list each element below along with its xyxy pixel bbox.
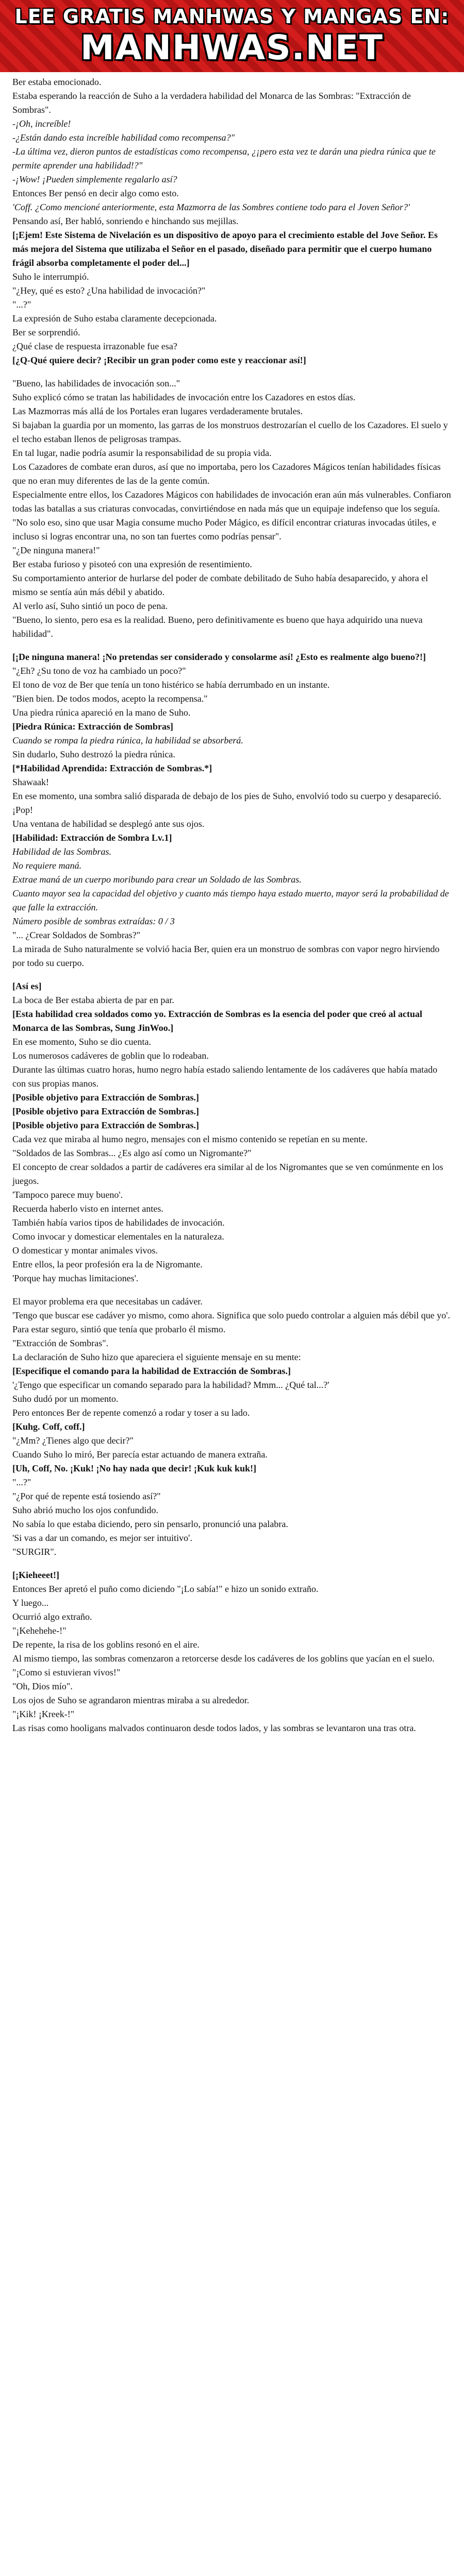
paragraph: Cada vez que miraba al humo negro, mensajes con el mismo contenido se repetían en su mente. <box>12 1134 368 1144</box>
paragraph: Cuanto mayor sea la capacidad del objetivo y cuanto más tiempo haya estado muerto, mayor será la probabilidad de que falle la extracción. <box>12 888 449 912</box>
paragraph: Suho dudó por un momento. <box>12 1394 119 1404</box>
paragraph: "¡Kehehehe-!" <box>12 1625 67 1636</box>
site-banner <box>0 0 464 72</box>
paragraph: "¿Hey, qué es esto? ¿Una habilidad de invocación?" <box>12 285 206 296</box>
paragraph: ¿Qué clase de respuesta irrazonable fue esa? <box>12 341 177 351</box>
paragraph: Ber estaba emocionado. <box>12 77 102 87</box>
paragraph: "Soldados de las Sombras... ¿Es algo así como un Nigromante?" <box>12 1148 252 1158</box>
banner-tagline: LEE GRATIS MANHWAS Y MANGAS EN: <box>14 5 450 28</box>
paragraph: [¡De ninguna manera! ¡No pretendas ser considerado y consolarme así! ¿Esto es realmente algo bueno?!] <box>12 652 426 662</box>
paragraph: Al mismo tiempo, las sombras comenzaron a retorcerse desde los cadáveres de los goblins que yacían en el suelo. <box>12 1653 435 1664</box>
paragraph: ¡Pop! <box>12 805 33 815</box>
paragraph: [¡Kieheeet!] <box>12 1570 59 1580</box>
paragraph: [Esta habilidad crea soldados como yo. Extracción de Sombras es la esencia del poder que creó al actual Monarca de las Sombras, Sung JinWoo.] <box>12 1009 422 1033</box>
paragraph: Shawaak! <box>12 777 49 787</box>
paragraph: "¡Como si estuvieran vivos!" <box>12 1667 121 1677</box>
paragraph: Los numerosos cadáveres de goblin que lo rodeaban. <box>12 1050 209 1061</box>
paragraph: [Posible objetivo para Extracción de Sombras.] <box>12 1106 199 1116</box>
chapter-text <box>0 72 464 1735</box>
text-section <box>12 75 452 367</box>
paragraph: "¿De ninguna manera!" <box>12 545 100 555</box>
paragraph: "... ¿Crear Soldados de Sombras?" <box>12 930 141 940</box>
paragraph: Ocurrió algo extraño. <box>12 1612 92 1622</box>
banner-site-name: MANHWAS.NET <box>80 28 384 67</box>
paragraph: La expresión de Suho estaba claramente decepcionada. <box>12 313 217 324</box>
paragraph: La declaración de Suho hizo que apareciera el siguiente mensaje en su mente: <box>12 1352 301 1362</box>
paragraph: "Oh, Dios mío". <box>12 1681 73 1691</box>
paragraph: [*Habilidad Aprendida: Extracción de Sombras.*] <box>12 763 212 773</box>
text-section <box>12 979 452 1285</box>
paragraph: "Extracción de Sombras". <box>12 1338 109 1348</box>
paragraph: "Bueno, lo siento, pero esa es la realidad. Bueno, pero definitivamente es bueno que haya adquirido una nueva habilidad". <box>12 615 423 639</box>
paragraph: "...?" <box>12 299 31 310</box>
paragraph: "No solo eso, sino que usar Magia consume mucho Poder Mágico, es difícil encontrar criaturas invocadas útiles, e incluso si logras encontrar una, no son tan fuertes como podrías pensar". <box>12 517 437 541</box>
paragraph: Suho explicó cómo se tratan las habilidades de invocación entre los Cazadores en estos días. <box>12 392 356 402</box>
paragraph: Una ventana de habilidad se desplegó ante sus ojos. <box>12 819 205 829</box>
paragraph: Habilidad de las Sombras. <box>12 846 112 857</box>
paragraph: Cuando Suho lo miró, Ber parecía estar actuando de manera extraña. <box>12 1449 268 1460</box>
paragraph: Pero entonces Ber de repente comenzó a rodar y toser a su lado. <box>12 1408 250 1418</box>
paragraph: -¡Wow! ¡Pueden simplemente regalarlo así? <box>12 174 177 184</box>
paragraph: Una piedra rúnica apareció en la mano de Suho. <box>12 707 191 718</box>
paragraph: Suho abrió mucho los ojos confundido. <box>12 1505 158 1515</box>
paragraph: [Piedra Rúnica: Extracción de Sombras] <box>12 721 173 732</box>
paragraph: 'Tampoco parece muy bueno'. <box>12 1190 123 1200</box>
paragraph: Las Mazmorras más allá de los Portales eran lugares verdaderamente brutales. <box>12 406 303 416</box>
paragraph: -¡Oh, increíble! <box>12 118 71 129</box>
paragraph: Ber estaba furioso y pisoteó con una expresión de resentimiento. <box>12 559 252 569</box>
paragraph: 'Si vas a dar un comando, es mejor ser intuitivo'. <box>12 1533 192 1543</box>
paragraph: Recuerda haberlo visto en internet antes. <box>12 1204 163 1214</box>
paragraph: La mirada de Suho naturalmente se volvió hacia Ber, quien era un monstruo de sombras con vapor negro hirviendo por todo su cuerpo. <box>12 944 440 968</box>
paragraph: [Habilidad: Extracción de Sombra Lv.1] <box>12 833 172 843</box>
paragraph: Como invocar y domesticar elementales en la naturaleza. <box>12 1231 224 1242</box>
paragraph: Cuando se rompa la piedra rúnica, la habilidad se absorberá. <box>12 735 243 745</box>
text-section <box>12 650 452 970</box>
paragraph: [Posible objetivo para Extracción de Sombras.] <box>12 1092 199 1103</box>
paragraph: O domesticar y montar animales vivos. <box>12 1245 158 1256</box>
paragraph: -¿Están dando esta increíble habilidad como recompensa?" <box>12 132 235 143</box>
paragraph: Suho le interrumpió. <box>12 272 89 282</box>
paragraph: "SURGIR". <box>12 1547 57 1557</box>
paragraph: La boca de Ber estaba abierta de par en par. <box>12 995 174 1005</box>
paragraph: "¿Eh? ¿Su tono de voz ha cambiado un poco?" <box>12 666 186 676</box>
paragraph: Ber se sorprendió. <box>12 327 80 337</box>
paragraph: [Especifique el comando para la habilidad de Extracción de Sombras.] <box>12 1366 291 1376</box>
paragraph: Número posible de sombras extraídas: 0 / 3 <box>12 916 175 926</box>
paragraph: Si bajaban la guardia por un momento, las garras de los monstruos destrozarían el cuello de los Cazadores. El suelo y el techo estaban llenos de peligrosas trampas. <box>12 420 448 444</box>
paragraph: [Uh, Coff, No. ¡Kuk! ¡No hay nada que decir! ¡Kuk kuk kuk!] <box>12 1463 257 1473</box>
paragraph: En tal lugar, nadie podría asumir la responsabilidad de su propia vida. <box>12 448 272 458</box>
paragraph: Sin dudarlo, Suho destrozó la piedra rúnica. <box>12 749 175 759</box>
paragraph: Extrae maná de un cuerpo moribundo para crear un Soldado de las Sombras. <box>12 874 302 885</box>
paragraph: '¿Tengo que especificar un comando separado para la habilidad? Mmm... ¿Qué tal...?' <box>12 1380 329 1390</box>
paragraph: Al verlo así, Suho sintió un poco de pena. <box>12 601 168 611</box>
paragraph: Su comportamiento anterior de hurlarse del poder de combate debilitado de Suho había desaparecido, y ahora el mismo se sentía aún más débil y abatido. <box>12 573 428 597</box>
paragraph: Durante las últimas cuatro horas, humo negro había estado saliendo lentamente de los cadáveres que había matado con sus propias manos. <box>12 1064 438 1089</box>
paragraph: Especialmente entre ellos, los Cazadores Mágicos con habilidades de invocación eran aún más vulnerables. Confiaron todas las batallas a sus criaturas convocadas, convirtiéndose en nada más que un equipaje indefenso que los seguía. <box>12 489 451 514</box>
paragraph: No requiere maná. <box>12 860 82 871</box>
paragraph: [¡Ejem! Este Sistema de Nivelación es un dispositivo de apoyo para el crecimiento estable del Jove Señor. Es más mejora del Sistema que utilizaba el Señor en el pasado, diseñado para permitir que el cuerpo humano frágil absorba completamente el poder del...] <box>12 230 438 268</box>
paragraph: Estaba esperando la reacción de Suho a la verdadera habilidad del Monarca de las Sombras: "Extracción de Sombras". <box>12 91 411 115</box>
paragraph: "Bien bien. De todos modos, acepto la recompensa." <box>12 693 208 704</box>
paragraph: 'Tengo que buscar ese cadáver yo mismo, como ahora. Significa que solo puedo controlar a alguien más débil que yo'. <box>12 1310 450 1320</box>
paragraph: Los Cazadores de combate eran duros, así que no importaba, pero los Cazadores Mágicos tenían habilidades físicas que no eran muy diferentes de las de la gente común. <box>12 462 441 486</box>
text-section <box>12 1295 452 1559</box>
paragraph: Entonces Ber pensó en decir algo como esto. <box>12 188 179 198</box>
paragraph: Los ojos de Suho se agrandaron mientras miraba a su alrededor. <box>12 1695 250 1705</box>
paragraph: Entre ellos, la peor profesión era la de Nigromante. <box>12 1259 203 1269</box>
paragraph: Entonces Ber apretó el puño como diciendo "¡Lo sabía!" e hizo un sonido extraño. <box>12 1584 319 1594</box>
paragraph: De repente, la risa de los goblins resonó en el aire. <box>12 1639 200 1650</box>
paragraph: [Kuhg. Coff, coff.] <box>12 1421 85 1432</box>
text-section <box>12 1568 452 1735</box>
paragraph: El mayor problema era que necesitabas un cadáver. <box>12 1296 203 1307</box>
paragraph: "¡Kik! ¡Kreek-!" <box>12 1709 75 1719</box>
paragraph: [Posible objetivo para Extracción de Sombras.] <box>12 1120 199 1130</box>
paragraph: Para estar seguro, sintió que tenía que probarlo él mismo. <box>12 1324 226 1334</box>
paragraph: [Así es] <box>12 981 42 991</box>
paragraph: "...?" <box>12 1477 31 1487</box>
paragraph: "¿Mm? ¿Tienes algo que decir?" <box>12 1435 134 1446</box>
paragraph: [¿Q-Qué quiere decir? ¡Recibir un gran poder como este y reaccionar así!] <box>12 355 306 365</box>
paragraph: -La última vez, dieron puntos de estadísticas como recompensa, ¿¡pero esta vez te darán una piedra rúnica que te permite aprender una habilidad!?" <box>12 146 436 171</box>
paragraph: El concepto de crear soldados a partir de cadáveres era similar al de los Nigromantes que se ven comúnmente en los juegos. <box>12 1162 443 1186</box>
paragraph: Y luego... <box>12 1598 49 1608</box>
paragraph: No sabía lo que estaba diciendo, pero sin pensarlo, pronunció una palabra. <box>12 1519 288 1529</box>
paragraph: 'Porque hay muchas limitaciones'. <box>12 1273 139 1283</box>
paragraph: Pensando así, Ber habló, sonriendo e hinchando sus mejillas. <box>12 216 239 226</box>
paragraph: 'Coff. ¿Como mencioné anteriormente, esta Mazmorra de las Sombres contiene todo para el Joven Señor?' <box>12 202 410 212</box>
paragraph: "¿Por qué de repente está tosiendo así?" <box>12 1491 161 1501</box>
paragraph: "Bueno, las habilidades de invocación son..." <box>12 378 180 388</box>
text-section <box>12 377 452 641</box>
paragraph: Las risas como hooligans malvados continuaron desde todos lados, y las sombras se levantaron una tras otra. <box>12 1723 416 1733</box>
paragraph: En ese momento, una sombra salió disparada de debajo de los pies de Suho, envolvió todo su cuerpo y desapareció. <box>12 791 441 801</box>
paragraph: El tono de voz de Ber que tenía un tono histérico se había derrumbado en un instante. <box>12 680 330 690</box>
paragraph: En ese momento, Suho se dio cuenta. <box>12 1037 151 1047</box>
paragraph: También había varios tipos de habilidades de invocación. <box>12 1217 225 1228</box>
